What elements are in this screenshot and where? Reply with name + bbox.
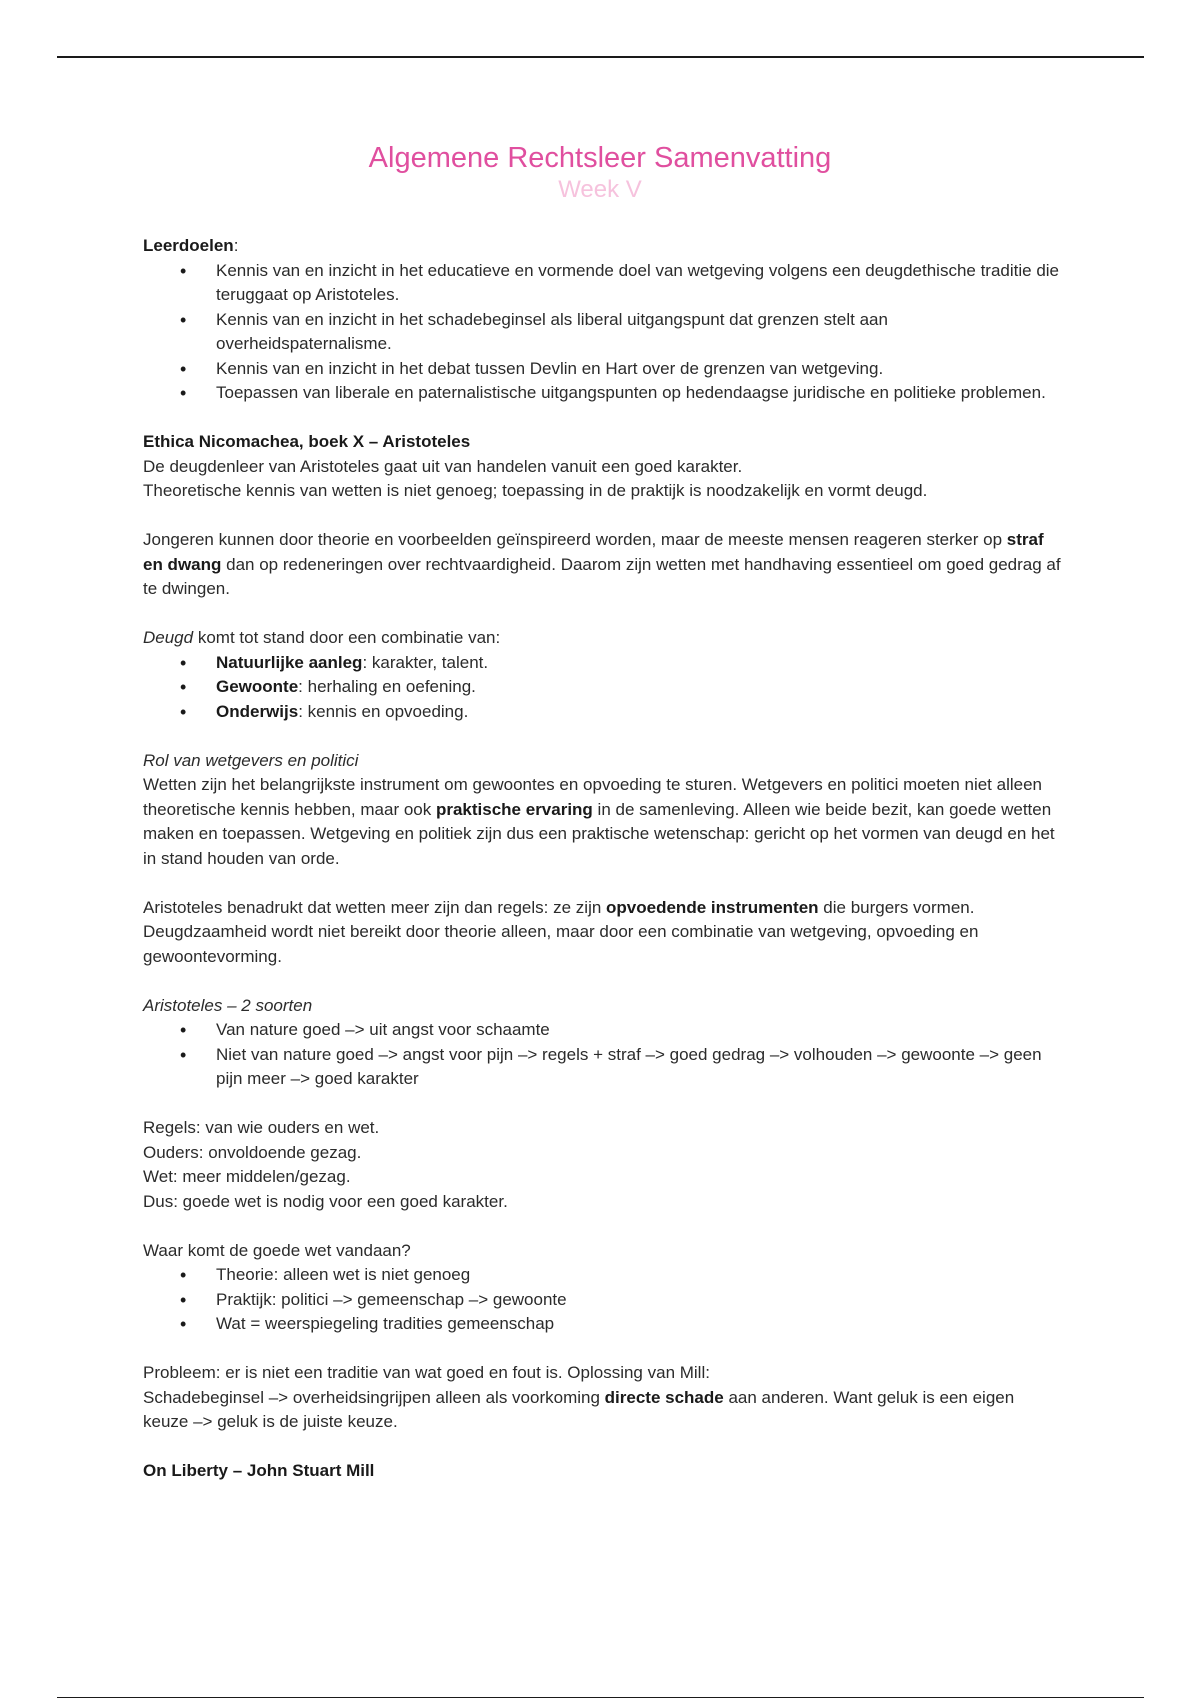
paragraph: Aristoteles benadrukt dat wetten meer zijn dan regels: ze zijn opvoedende instrumenten die burgers vormen. Deugdzaamheid wordt niet bereikt door theorie alleen, maar door een combinatie van wetgeving, opvoeding en gewoontevorming. bbox=[143, 897, 979, 966]
list-item: • Niet van nature goed –> angst voor pijn –> regels + straf –> goed gedrag –> volhouden –> gewoonte –> geen pijn meer –> goed karakter bbox=[216, 1043, 1063, 1092]
paragraph: Probleem: er is niet een traditie van wat goed en fout is. Oplossing van Mill: bbox=[143, 1363, 710, 1382]
list-item: • Natuurlijke aanleg: karakter, talent. bbox=[216, 651, 1063, 676]
leerdoelen-list bbox=[143, 259, 1063, 406]
soorten-list bbox=[143, 1018, 1063, 1092]
ethica-heading: Ethica Nicomachea, boek X – Aristoteles bbox=[143, 432, 471, 451]
list-item: • Van nature goed –> uit angst voor schaamte bbox=[216, 1018, 1063, 1043]
soorten-heading: Aristoteles – 2 soorten bbox=[143, 995, 313, 1015]
list-item: • Kennis van en inzicht in het educatieve en vormende doel van wetgeving volgens een deugdethische traditie die teruggaat op Aristoteles. bbox=[216, 259, 1063, 308]
paragraph: Jongeren kunnen door theorie en voorbeelden geïnspireerd worden, maar de meeste mensen reageren sterker op straf en dwang dan op redeneringen over rechtvaardigheid. Daarom zijn wetten met handhaving essentieel om goed gedrag af te dwingen. bbox=[143, 530, 1061, 598]
footer-rule bbox=[57, 1697, 1144, 1698]
ethica-heading-line bbox=[143, 430, 1063, 455]
document-subtitle: Week V bbox=[558, 176, 642, 203]
header-rule bbox=[57, 56, 1144, 58]
paragraph: Ouders: onvoldoende gezag. bbox=[143, 1142, 362, 1162]
deugd-list bbox=[143, 651, 1063, 725]
paragraph: Dus: goede wet is nodig voor een goed karakter. bbox=[143, 1191, 508, 1211]
list-item: • Praktijk: politici –> gemeenschap –> gewoonte bbox=[216, 1288, 1063, 1313]
paragraph: Wet: meer middelen/gezag. bbox=[143, 1167, 351, 1186]
rol-heading: Rol van wetgevers en politici bbox=[143, 750, 359, 770]
soorten-heading-line bbox=[143, 994, 1063, 1019]
paragraph: Regels: van wie ouders en wet. bbox=[143, 1118, 380, 1137]
paragraph: Wetten zijn het belangrijkste instrument om gewoontes en opvoeding te sturen. Wetgevers en politici moeten niet alleen theoretische kennis hebben, maar ook praktische ervaring in de samenleving. Alleen wie beide bezit, kan goede wetten maken en toepassen. Wetgeving en politiek zijn dus een praktische wetenschap: gericht op het vormen van deugd en het in stand houden van orde. bbox=[143, 775, 1055, 868]
list-item: • Theorie: alleen wet is niet genoeg bbox=[216, 1263, 1063, 1288]
paragraph: De deugdenleer van Aristoteles gaat uit van handelen vanuit een goed karakter. bbox=[143, 456, 743, 476]
liberty-heading: On Liberty – John Stuart Mill bbox=[143, 1461, 375, 1480]
list-item: • Kennis van en inzicht in het schadebeginsel als liberal uitgangspunt dat grenzen stelt aan overheidspaternalisme. bbox=[216, 308, 1063, 357]
paragraph: Waar komt de goede wet vandaan? bbox=[143, 1240, 411, 1260]
list-item: • Onderwijs: kennis en opvoeding. bbox=[216, 700, 1063, 725]
list-item: • Gewoonte: herhaling en oefening. bbox=[216, 675, 1063, 700]
list-item: • Wat = weerspiegeling tradities gemeenschap bbox=[216, 1312, 1063, 1337]
paragraph: Theoretische kennis van wetten is niet genoeg; toepassing in de praktijk is noodzakelijk en vormt deugd. bbox=[143, 481, 928, 500]
paragraph: Schadebeginsel –> overheidsingrijpen alleen als voorkoming directe schade aan anderen. Want geluk is een eigen keuze –> geluk is de juiste keuze. bbox=[143, 1387, 1015, 1431]
paragraph: Deugd komt tot stand door een combinatie van: bbox=[143, 628, 501, 647]
liberty-heading-line bbox=[143, 1459, 1063, 1484]
waar-list bbox=[143, 1263, 1063, 1337]
list-item: • Toepassen van liberale en paternalistische uitgangspunten op hedendaagse juridische en politieke problemen. bbox=[216, 381, 1063, 406]
leerdoelen-heading-line: Leerdoelen: bbox=[143, 236, 239, 255]
rol-heading-line bbox=[143, 749, 1063, 774]
leerdoelen-heading: Leerdoelen bbox=[143, 236, 234, 255]
document-body bbox=[143, 234, 1063, 1484]
list-item: • Kennis van en inzicht in het debat tussen Devlin en Hart over de grenzen van wetgeving. bbox=[216, 357, 1063, 382]
document-title: Algemene Rechtsleer Samenvatting bbox=[368, 142, 832, 174]
